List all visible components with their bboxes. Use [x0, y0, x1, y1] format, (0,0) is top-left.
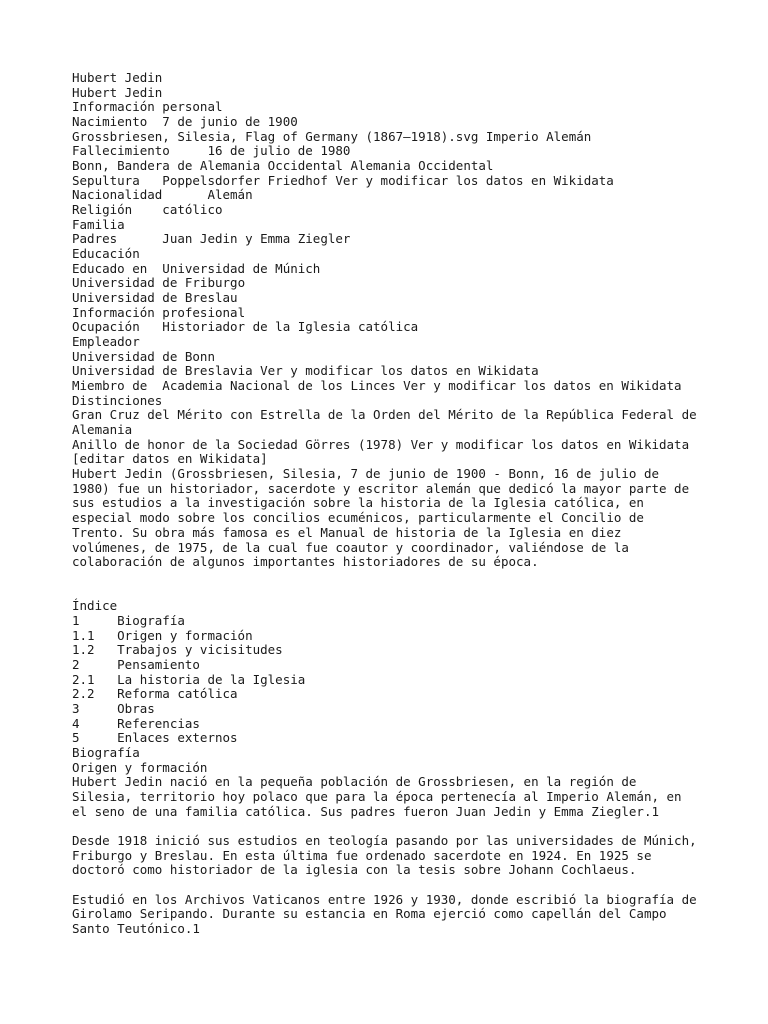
toc-item-number: 4: [72, 715, 80, 731]
infobox-label-religion: Religión: [72, 202, 133, 218]
toc-item-title: Obras: [117, 700, 155, 716]
infobox-row-death: [72, 144, 700, 159]
infobox-label-occupation: Ocupación: [72, 319, 140, 335]
toc-item-title: Trabajos y vicisitudes: [117, 642, 283, 658]
toc-item: [72, 658, 700, 673]
toc-item: [72, 643, 700, 658]
infobox-row-member: [72, 379, 700, 394]
infobox-label-educated: Educado en: [72, 260, 148, 276]
toc-item-title: Enlaces externos: [117, 730, 238, 746]
infobox-value-employer: Universidad de Breslavia Ver y modificar los datos en Wikidata: [72, 363, 539, 379]
infobox-award: Anillo de honor de la Sociedad Görres (1978) Ver y modificar los datos en Wikidata: [72, 436, 690, 452]
toc-item-title: Biografía: [117, 612, 185, 628]
toc-item: [72, 687, 700, 702]
toc-item-number: 1.1: [72, 627, 95, 643]
infobox-label-member: Miembro de: [72, 378, 148, 394]
toc-item-title: La historia de la Iglesia: [117, 671, 306, 687]
infobox-value-employer: Universidad de Bonn: [72, 348, 215, 364]
infobox-row-educated: [72, 262, 700, 277]
toc-item: [72, 702, 700, 717]
infobox-edit-link: [editar datos en Wikidata]: [72, 451, 268, 467]
infobox-value-educated: Universidad de Breslau: [72, 290, 238, 306]
infobox-value-educated: Universidad de Múnich: [162, 260, 321, 276]
toc-item-title: Reforma católica: [117, 686, 238, 702]
infobox-label-parents: Padres: [72, 231, 118, 247]
document-body: [72, 71, 700, 937]
toc-item-number: 2.2: [72, 686, 95, 702]
infobox-value-death-place: Bonn, Bandera de Alemania Occidental Alemania Occidental: [72, 158, 494, 174]
section-heading-biography: Biografía: [72, 744, 140, 760]
toc-item: [72, 731, 700, 746]
infobox-row-nationality: [72, 188, 700, 203]
infobox-row-parents: [72, 232, 700, 247]
toc-item: [72, 717, 700, 732]
infobox-value-nationality: Alemán: [207, 187, 253, 203]
toc-item-number: 3: [72, 700, 80, 716]
infobox-award: Gran Cruz del Mérito con Estrella de la Orden del Mérito de la República Federal de Alemania: [72, 407, 697, 438]
infobox-heading-education: Educación: [72, 246, 140, 262]
infobox-heading-professional: Información profesional: [72, 304, 246, 320]
biography-paragraph: Estudió en los Archivos Vaticanos entre 1926 y 1930, donde escribió la biografía de Girolamo Seripando. Durante su estancia en Roma ejerció como capellán del Campo Santo Teutónico.1: [72, 891, 697, 936]
infobox-label-nationality: Nacionalidad: [72, 187, 163, 203]
infobox-label-burial: Sepultura: [72, 172, 140, 188]
infobox-title: Hubert Jedin: [72, 84, 163, 100]
toc-item-number: 5: [72, 730, 80, 746]
infobox-label-death: Fallecimiento: [72, 143, 170, 159]
infobox-value-parents: Juan Jedin y Emma Ziegler: [162, 231, 351, 247]
toc-item: [72, 673, 700, 688]
infobox-label-birth: Nacimiento: [72, 114, 148, 130]
infobox-value-member: Academia Nacional de los Linces Ver y modificar los datos en Wikidata: [162, 378, 682, 394]
biography-paragraph: Hubert Jedin nació en la pequeña población de Grossbriesen, en la región de Silesia, territorio hoy polaco que para la época pertenecía al Imperio Alemán, en el seno de una familia católica. Sus padres fueron Juan Jedin y Emma Ziegler.1: [72, 774, 682, 819]
section-subheading-origin: Origen y formación: [72, 759, 208, 775]
toc-item-number: 1: [72, 612, 80, 628]
infobox-row-religion: [72, 203, 700, 218]
toc-item-title: Referencias: [117, 715, 200, 731]
infobox-heading-family: Familia: [72, 216, 125, 232]
infobox-value-birth-date: 7 de junio de 1900: [162, 114, 298, 130]
toc-item: [72, 629, 700, 644]
toc-item-number: 1.2: [72, 642, 95, 658]
infobox-value-burial: Poppelsdorfer Friedhof Ver y modificar los datos en Wikidata: [162, 172, 614, 188]
infobox-label-employer: Empleador: [72, 334, 140, 350]
toc-item-title: Pensamiento: [117, 656, 200, 672]
infobox-row-occupation: [72, 320, 700, 335]
toc-item-title: Origen y formación: [117, 627, 253, 643]
toc-item-number: 2: [72, 656, 80, 672]
infobox-row-birth: [72, 115, 700, 130]
toc-heading: Índice: [72, 598, 118, 614]
biography-paragraph: Desde 1918 inició sus estudios en teología pasando por las universidades de Múnich, Friburgo y Breslau. En esta última fue ordenado sacerdote en 1924. En 1925 se doctoró como historiador de la iglesia con la tesis sobre Johann Cochlaeus.: [72, 832, 697, 878]
intro-paragraph: Hubert Jedin (Grossbriesen, Silesia, 7 de junio de 1900 - Bonn, 16 de julio de 1980) fue un historiador, sacerdote y escritor alemán que dedicó la mayor parte de sus estudios a la investigación sobre la historia de la Iglesia católica, en especial modo sobre los concilios ecuménicos, particularmente el Concilio de Trento. Su obra más famosa es el Manual de historia de la Iglesia en diez volúmenes, de 1975, de la cual fue coautor y coordinador, valiéndose de la colaboración de algunos importantes historiadores de su época.: [72, 466, 690, 570]
infobox-value-birth-place: Grossbriesen, Silesia, Flag of Germany (1867–1918).svg Imperio Alemán: [72, 128, 592, 144]
toc-item: [72, 614, 700, 629]
page-title: Hubert Jedin: [72, 70, 163, 85]
infobox-value-religion: católico: [162, 202, 223, 218]
infobox-heading-personal: Información personal: [72, 99, 223, 115]
infobox-value-death-date: 16 de julio de 1980: [207, 143, 351, 159]
toc-item-number: 2.1: [72, 671, 95, 687]
infobox-value-educated: Universidad de Friburgo: [72, 275, 246, 291]
infobox-heading-awards: Distinciones: [72, 392, 163, 408]
infobox-value-occupation: Historiador de la Iglesia católica: [162, 319, 419, 335]
infobox-row-burial: [72, 174, 700, 189]
